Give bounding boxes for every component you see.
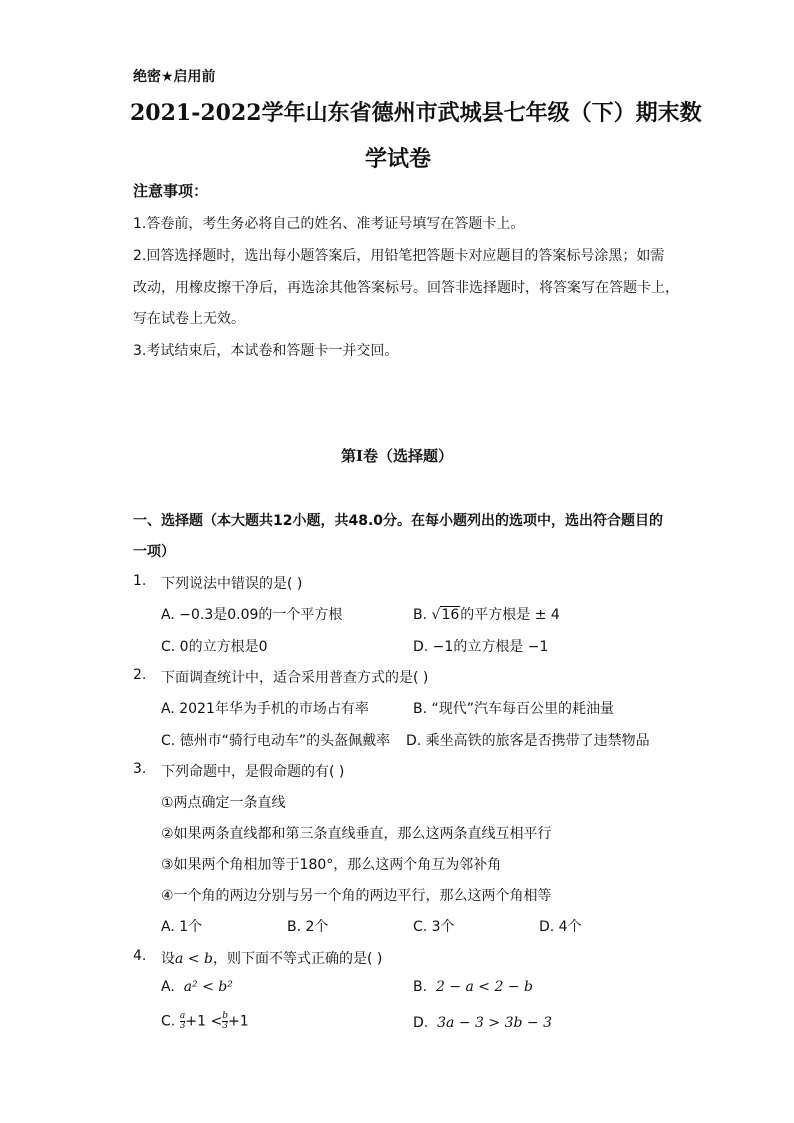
notice-item-3: 3.考试结束后，本试卷和答题卡一并交回。: [133, 343, 399, 359]
question-4-option-b: [413, 979, 533, 995]
notice-heading: 注意事项：: [133, 182, 209, 200]
exam-title-line1: 2021-2022学年山东省德州市武城县七年级（下）期末数: [130, 100, 702, 126]
secret-label: 绝密★启用前: [133, 69, 216, 85]
part-one-heading-line2: 一项）: [133, 544, 175, 560]
question-3-option-c: C. 3个: [413, 919, 455, 935]
question-4-stem: [161, 948, 382, 968]
question-1-number: 1.: [133, 573, 147, 589]
notice-item-2-line3: 写在试卷上无效。: [133, 311, 245, 327]
question-2-number: 2.: [133, 667, 147, 683]
question-3-statement-2: ②如果两条直线都和第三条直线垂直，那么这两条直线互相平行: [161, 826, 552, 842]
part-one-heading-line1: 一、选择题（本大题共12小题，共48.0分。在每小题列出的选项中，选出符合题目的: [133, 513, 664, 529]
notice-item-2-line1: 2.回答选择题时，选出每小题答案后，用铅笔把答题卡对应题目的答案标号涂黑；如需: [133, 248, 665, 264]
notice-item-1: 1.答卷前，考生务必将自己的姓名、准考证号填写在答题卡上。: [133, 216, 525, 232]
question-2-option-d: D. 乘坐高铁的旅客是否携带了违禁物品: [406, 733, 650, 749]
stem-math: a < b: [175, 951, 213, 967]
option-b-label: B.: [413, 607, 428, 623]
sqrt-radicand: 16: [441, 607, 460, 623]
fraction-denominator: 3: [179, 1021, 186, 1031]
question-1-option-a: A. −0.3是0.09的一个平方根: [161, 607, 343, 623]
question-2-option-c: C. 德州市“骑行电动车”的头盔佩戴率: [161, 733, 391, 749]
question-3-statement-4: ④一个角的两边分别与另一个角的两边平行，那么这两个角相等: [161, 888, 552, 904]
question-1-option-b: [413, 604, 560, 624]
exam-title-line2: 学试卷: [364, 146, 431, 172]
question-2-option-a: A. 2021年华为手机的市场占有率: [161, 701, 369, 717]
fraction-numerator: a: [179, 1011, 186, 1021]
question-4-option-d: [413, 1015, 552, 1031]
notice-item-2-line2: 改动，用橡皮擦干净后，再选涂其他答案标号。回答非选择题时，将答案写在答题卡上，: [133, 280, 679, 296]
question-4-option-c: [161, 1012, 249, 1031]
stem-prefix: 设: [161, 951, 175, 967]
question-1-stem: 下列说法中错误的是( ): [161, 576, 303, 592]
question-3-statement-1: ①两点确定一条直线: [161, 795, 286, 811]
sqrt-expression: √16: [431, 607, 460, 623]
option-c-label: C.: [161, 1013, 176, 1030]
question-3-option-b: B. 2个: [287, 919, 329, 935]
question-3-statement-3: ③如果两个角相加等于180°，那么这两个角互为邻补角: [161, 857, 502, 873]
option-d-math: 3a − 3 > 3b − 3: [437, 1015, 552, 1031]
question-3-stem: 下列命题中，是假命题的有( ): [161, 764, 345, 780]
option-b-text: 的平方根是 ± 4: [460, 607, 560, 623]
question-1-option-d: D. −1的立方根是 −1: [413, 639, 549, 655]
question-4-option-a: [161, 979, 233, 995]
option-a-math: a² < b²: [183, 979, 233, 995]
option-c-middle: +1 <: [185, 1013, 223, 1030]
fraction-denominator: 3: [222, 1021, 228, 1031]
question-3-option-a: A. 1个: [161, 919, 203, 935]
option-b-math: 2 − a < 2 − b: [435, 979, 533, 995]
option-c-end: +1: [228, 1013, 249, 1030]
question-3-option-d: D. 4个: [539, 919, 582, 935]
option-a-label: A.: [161, 979, 175, 995]
stem-suffix: ，则下面不等式正确的是( ): [212, 951, 383, 967]
option-b-label: B.: [413, 979, 428, 995]
fraction-numerator: b: [222, 1011, 229, 1021]
question-2-option-b: B. “现代”汽车每百公里的耗油量: [413, 701, 615, 717]
question-3-number: 3.: [133, 761, 147, 777]
question-1-option-c: C. 0的立方根是0: [161, 639, 268, 655]
option-d-label: D.: [413, 1015, 429, 1031]
section-title: 第I卷（选择题）: [340, 447, 454, 465]
question-2-stem: 下面调查统计中，适合采用普查方式的是( ): [161, 670, 429, 686]
question-4-number: 4.: [133, 948, 147, 964]
